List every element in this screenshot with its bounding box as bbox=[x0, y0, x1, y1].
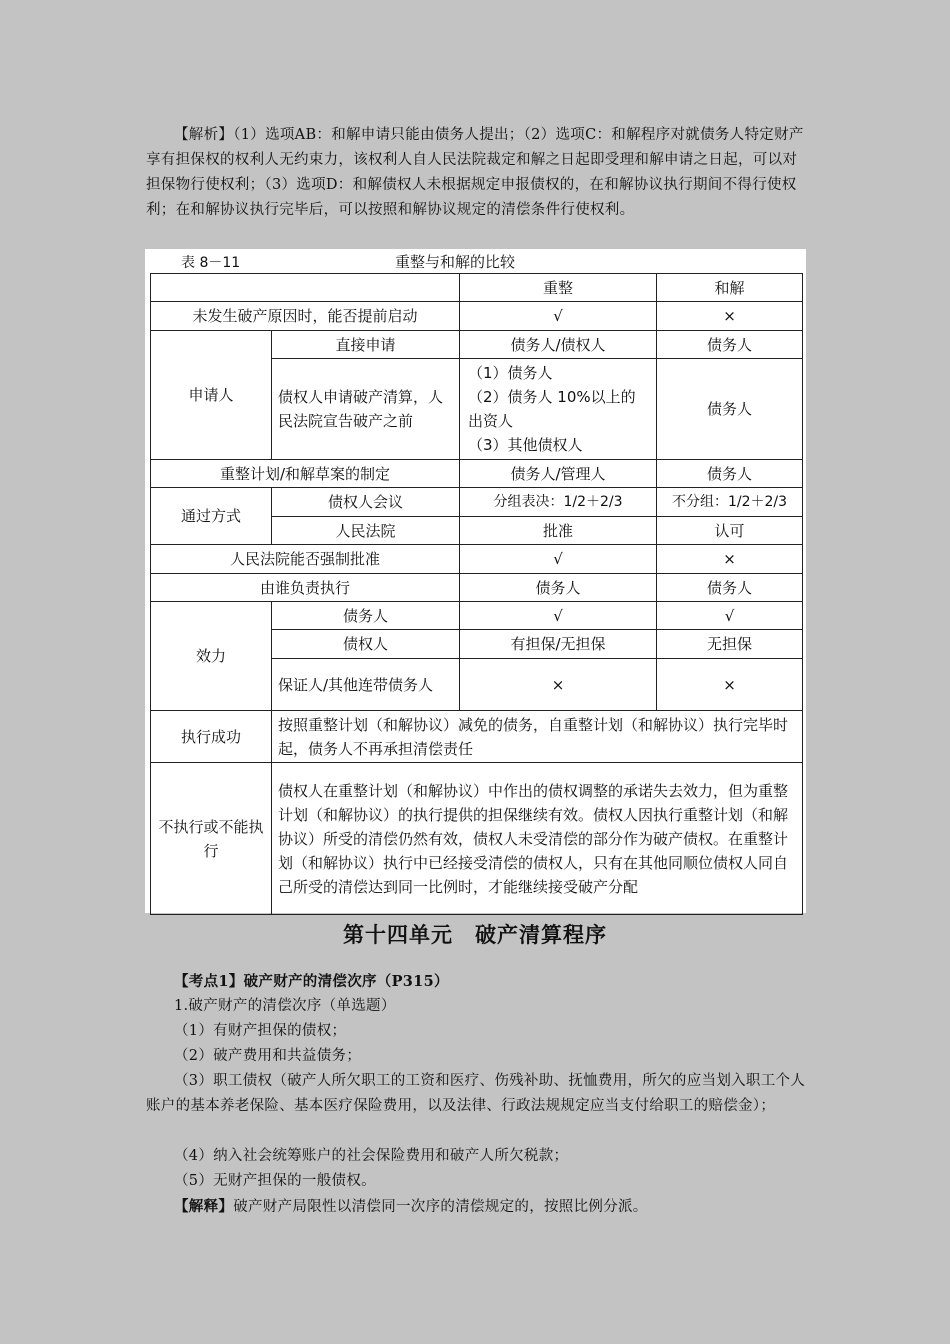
list-item: 1.破产财产的清偿次序（单选题） bbox=[174, 998, 396, 1014]
table-row bbox=[151, 711, 803, 763]
row-label: 人民法院 bbox=[272, 517, 460, 545]
cell-settle: 债务人 bbox=[657, 460, 803, 488]
cell-reorg: 债务人/债权人 bbox=[460, 331, 657, 359]
cross-icon: × bbox=[460, 659, 657, 711]
cell-settle: 债务人 bbox=[657, 359, 803, 460]
comparison-table bbox=[150, 273, 803, 915]
table-row bbox=[151, 488, 803, 517]
list-item: （5）无财产担保的一般债权。 bbox=[174, 1173, 376, 1189]
cell-settle: 不分组：1/2＋2/3 bbox=[657, 488, 803, 517]
note-text: 破产财产局限性以清偿同一次序的清偿规定的，按照比例分派。 bbox=[233, 1199, 648, 1215]
note-paragraph bbox=[146, 1194, 810, 1220]
row-label: 不执行或不能执行 bbox=[151, 763, 272, 915]
check-icon: √ bbox=[460, 602, 657, 630]
table-number: 表 8－11 bbox=[181, 255, 241, 271]
table-row bbox=[151, 331, 803, 359]
row-label: 债权人 bbox=[272, 630, 460, 659]
cell-reorg: 批准 bbox=[460, 517, 657, 545]
row-group-label: 通过方式 bbox=[151, 488, 272, 545]
section-heading: 第十四单元 破产清算程序 bbox=[343, 922, 607, 947]
list-item: （2）破产费用和共益债务； bbox=[174, 1048, 362, 1064]
cell-reorg: 分组表决：1/2＋2/3 bbox=[460, 488, 657, 517]
list-item: （4）纳入社会统筹账户的社会保险费用和破产人所欠税款； bbox=[174, 1148, 569, 1164]
table-title: 重整与和解的比较 bbox=[395, 253, 516, 271]
row-group-label: 效力 bbox=[151, 602, 272, 711]
point-title: 【考点1】破产财产的清偿次序（P315） bbox=[174, 973, 449, 990]
table-caption bbox=[145, 249, 806, 273]
note-label: 【解释】 bbox=[174, 1198, 234, 1215]
row-label: 债务人 bbox=[272, 602, 460, 630]
cross-icon: × bbox=[657, 659, 803, 711]
table-row bbox=[151, 460, 803, 488]
list-item: （3）其他债权人 bbox=[468, 436, 583, 454]
cell-settle: 债务人 bbox=[657, 574, 803, 602]
row-label: 由谁负责执行 bbox=[151, 574, 460, 602]
table-row bbox=[151, 302, 803, 331]
row-label: 执行成功 bbox=[151, 711, 272, 763]
cell-reorg: 债务人 bbox=[460, 574, 657, 602]
cell-settle: 认可 bbox=[657, 517, 803, 545]
list-item: （3）职工债权（破产人所欠职工的工资和医疗、伤残补助、抚恤费用，所欠的应当划入职工个人账户的基本养老保险、基本医疗保险费用，以及法律、行政法规规定应当支付给职工的赔偿金）； bbox=[146, 1073, 806, 1114]
cross-icon: × bbox=[657, 302, 803, 331]
cell-merged-text: 债权人在重整计划（和解协议）中作出的债权调整的承诺失去效力，但为重整计划（和解协议）的执行提供的担保继续有效。债权人因执行重整计划（和解协议）所受的清偿仍然有效，债权人未受清偿的部分作为破产债权。在重整计划（和解协议）执行中已经接受清偿的债权人，只有在其他同顺位债权人同自己所受的清偿达到同一比例时，才能继续接受破产分配 bbox=[272, 763, 803, 915]
list-item: （1）有财产担保的债权； bbox=[174, 1023, 347, 1039]
row-label: 人民法院能否强制批准 bbox=[151, 545, 460, 574]
header-settle: 和解 bbox=[657, 274, 803, 302]
row-label: 未发生破产原因时，能否提前启动 bbox=[151, 302, 460, 331]
row-label: 直接申请 bbox=[272, 331, 460, 359]
check-icon: √ bbox=[460, 302, 657, 331]
cell-reorg: 债务人/管理人 bbox=[460, 460, 657, 488]
row-label: 债权人会议 bbox=[272, 488, 460, 517]
cell-settle: 无担保 bbox=[657, 630, 803, 659]
cell-merged-text: 按照重整计划（和解协议）减免的债务，自重整计划（和解协议）执行完毕时起，债务人不再承担清偿责任 bbox=[272, 711, 803, 763]
cell-settle: 债务人 bbox=[657, 331, 803, 359]
list-item: （2）债务人 10%以上的出资人 bbox=[468, 388, 636, 430]
list-item: （1）债务人 bbox=[468, 364, 553, 382]
table-header-row bbox=[151, 274, 803, 302]
cell-reorg-list bbox=[460, 359, 657, 460]
row-label: 债权人申请破产清算，人民法院宣告破产之前 bbox=[272, 359, 460, 460]
cross-icon: × bbox=[657, 545, 803, 574]
analysis-text: （1）选项AB：和解申请只能由债务人提出；（2）选项C：和解程序对就债务人特定财产享有担保权的权利人无约束力，该权利人自人民法院裁定和解之日起即受理和解申请之日起，可以对担保物行使权利；（3）选项D：和解债权人未根据规定申报债权的，在和解协议执行期间不得行使权利；在和解协议执行完毕后，可以按照和解协议规定的清偿条件行使权利。 bbox=[146, 127, 804, 218]
analysis-label: 【解析】 bbox=[174, 127, 234, 143]
analysis-paragraph bbox=[146, 123, 810, 223]
table-row bbox=[151, 574, 803, 602]
row-group-label: 申请人 bbox=[151, 331, 272, 460]
check-icon: √ bbox=[657, 602, 803, 630]
table-row bbox=[151, 602, 803, 630]
header-empty-cell bbox=[151, 274, 460, 302]
table-row bbox=[151, 545, 803, 574]
cell-reorg: 有担保/无担保 bbox=[460, 630, 657, 659]
header-reorg: 重整 bbox=[460, 274, 657, 302]
row-label: 保证人/其他连带债务人 bbox=[272, 659, 460, 711]
row-label: 重整计划/和解草案的制定 bbox=[151, 460, 460, 488]
comparison-table-figure bbox=[145, 249, 806, 913]
check-icon: √ bbox=[460, 545, 657, 574]
table-row bbox=[151, 763, 803, 915]
